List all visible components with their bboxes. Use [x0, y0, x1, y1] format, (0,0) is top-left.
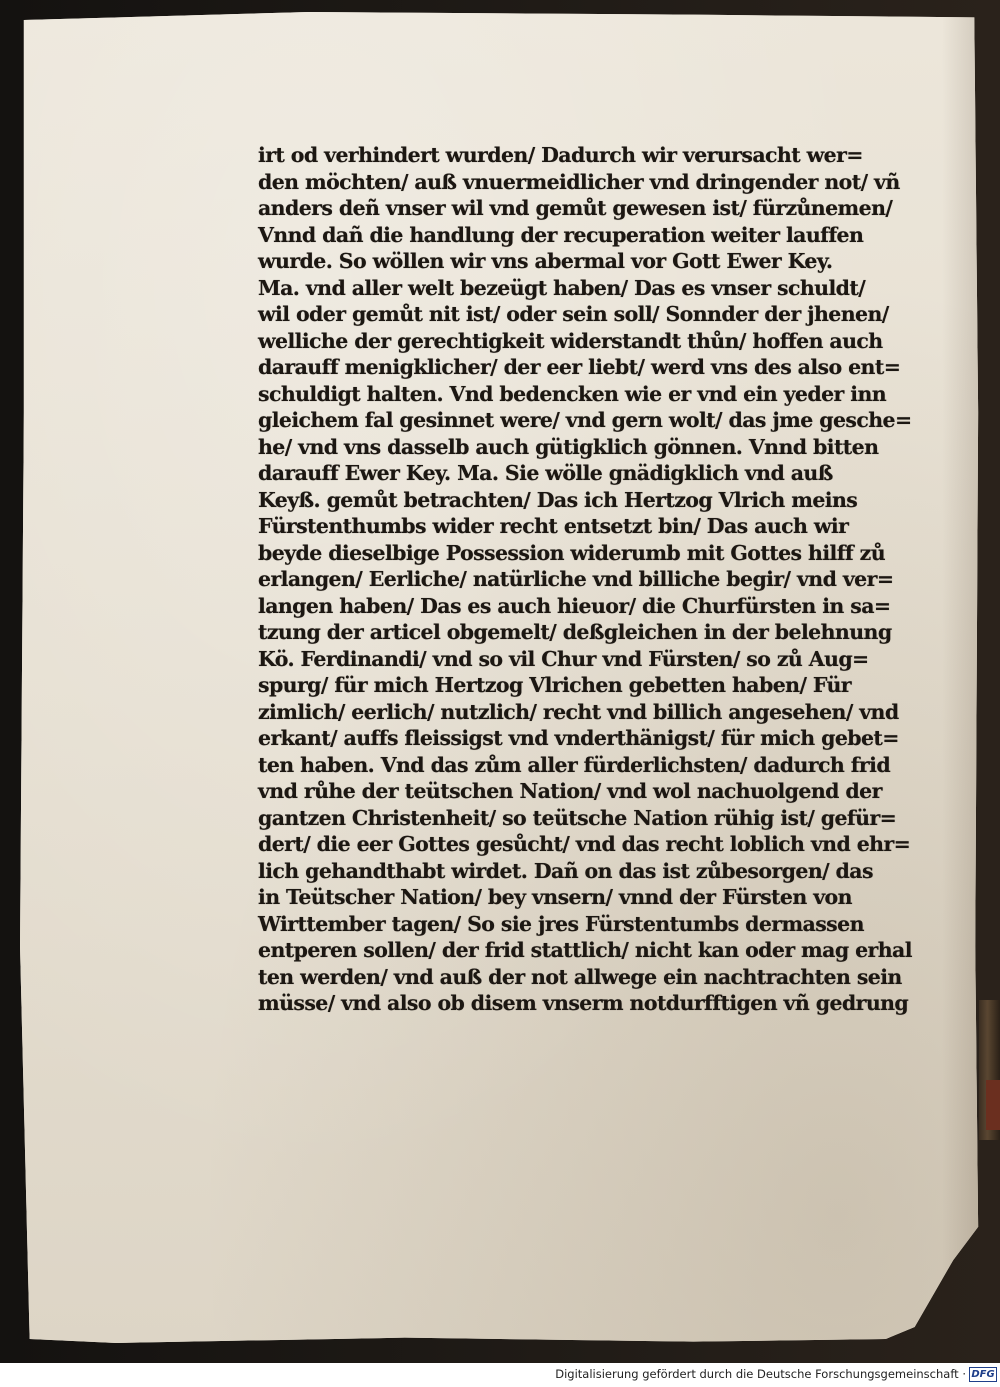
text-line: in Teütscher Nation/ bey vnsern/ vnnd der Fürsten von	[258, 885, 852, 909]
text-line: tzung der articel obgemelt/ deßgleichen in der belehnung	[258, 620, 892, 644]
text-line: entperen sollen/ der frid stattlich/ nicht kan oder mag erhal	[258, 938, 912, 962]
text-line: Vnnd dañ die handlung der recuperation weiter lauffen	[258, 222, 864, 247]
text-line: ten haben. Vnd das zům aller fürderlichsten/ dadurch frid	[258, 752, 891, 777]
text-line: vnd růhe der teütschen Nation/ vnd wol nachuolgend der	[258, 779, 882, 803]
text-line: anders deñ vnser wil vnd gemůt gewesen ist/ fürzůnemen/	[258, 196, 893, 220]
text-line: darauff menigklicher/ der eer liebt/ werd vns des also ent=	[258, 355, 901, 379]
page-edge-shadow	[942, 12, 982, 1347]
text-line: beyde dieselbige Possession widerumb mit Gottes hilff zů	[258, 540, 886, 565]
text-line: den möchten/ auß vnuermeidlicher vnd dringender not/ vñ	[258, 169, 900, 194]
text-line: erlangen/ Eerliche/ natürliche vnd billiche begir/ vnd ver=	[258, 567, 894, 591]
text-line: lich gehandthabt wirdet. Dañ on das ist zůbesorgen/ das	[258, 858, 873, 883]
text-line: gantzen Christenheit/ so teütsche Nation rühig ist/ gefür=	[258, 805, 897, 830]
dfg-logo: DFG	[969, 1367, 997, 1382]
text-line: Ma. vnd aller welt bezeügt haben/ Das es vnser schuldt/	[258, 275, 866, 300]
text-line: Kö. Ferdinandi/ vnd so vil Chur vnd Fürsten/ so zů Aug=	[258, 646, 869, 671]
text-line: Fürstenthumbs wider recht entsetzt bin/ Das auch wir	[258, 514, 849, 538]
text-line: welliche der gerechtigkeit widerstandt thůn/ hoffen auch	[258, 328, 883, 353]
footer-bar	[0, 1363, 1000, 1387]
text-line: darauff Ewer Key. Ma. Sie wölle gnädigklich vnd auß	[258, 461, 833, 485]
text-line: zimlich/ eerlich/ nutzlich/ recht vnd billich angesehen/ vnd	[258, 699, 899, 724]
text-line: Wirttember tagen/ So sie jres Fürstentumbs dermassen	[258, 911, 864, 936]
text-line: erkant/ auffs fleissigst vnd vnderthänigst/ für mich gebet=	[258, 726, 899, 750]
text-block	[258, 142, 928, 1017]
text-line: wurde. So wöllen wir vns abermal vor Gott Ewer Key.	[258, 249, 833, 273]
text-line: wil oder gemůt nit ist/ oder sein soll/ Sonnder der jhenen/	[258, 302, 889, 326]
text-line: he/ vnd vns dasselb auch gütigklich gönnen. Vnnd bitten	[258, 434, 879, 459]
text-line: müsse/ vnd also ob disem vnserm notdurfftigen vñ gedrung	[258, 991, 909, 1015]
binding-tab	[986, 1080, 1000, 1130]
text-line: spurg/ für mich Hertzog Vlrichen gebetten haben/ Für	[258, 673, 851, 697]
text-line: dert/ die eer Gottes gesůcht/ vnd das recht loblich vnd ehr=	[258, 832, 911, 856]
funding-credit: Digitalisierung gefördert durch die Deutsche Forschungsgemeinschaft ·	[555, 1367, 966, 1381]
text-line: ten werden/ vnd auß der not allwege ein nachtrachten sein	[258, 964, 902, 989]
text-line: gleichem fal gesinnet were/ vnd gern wolt/ das jme gesche=	[258, 408, 912, 432]
text-line: Keyß. gemůt betrachten/ Das ich Hertzog Vlrich meins	[258, 487, 858, 512]
text-line: langen haben/ Das es auch hieuor/ die Churfürsten in sa=	[258, 593, 891, 618]
text-line: schuldigt halten. Vnd bedencken wie er vnd ein yeder inn	[258, 381, 887, 406]
text-line: irt od verhindert wurden/ Dadurch wir verursacht wer=	[258, 143, 863, 167]
